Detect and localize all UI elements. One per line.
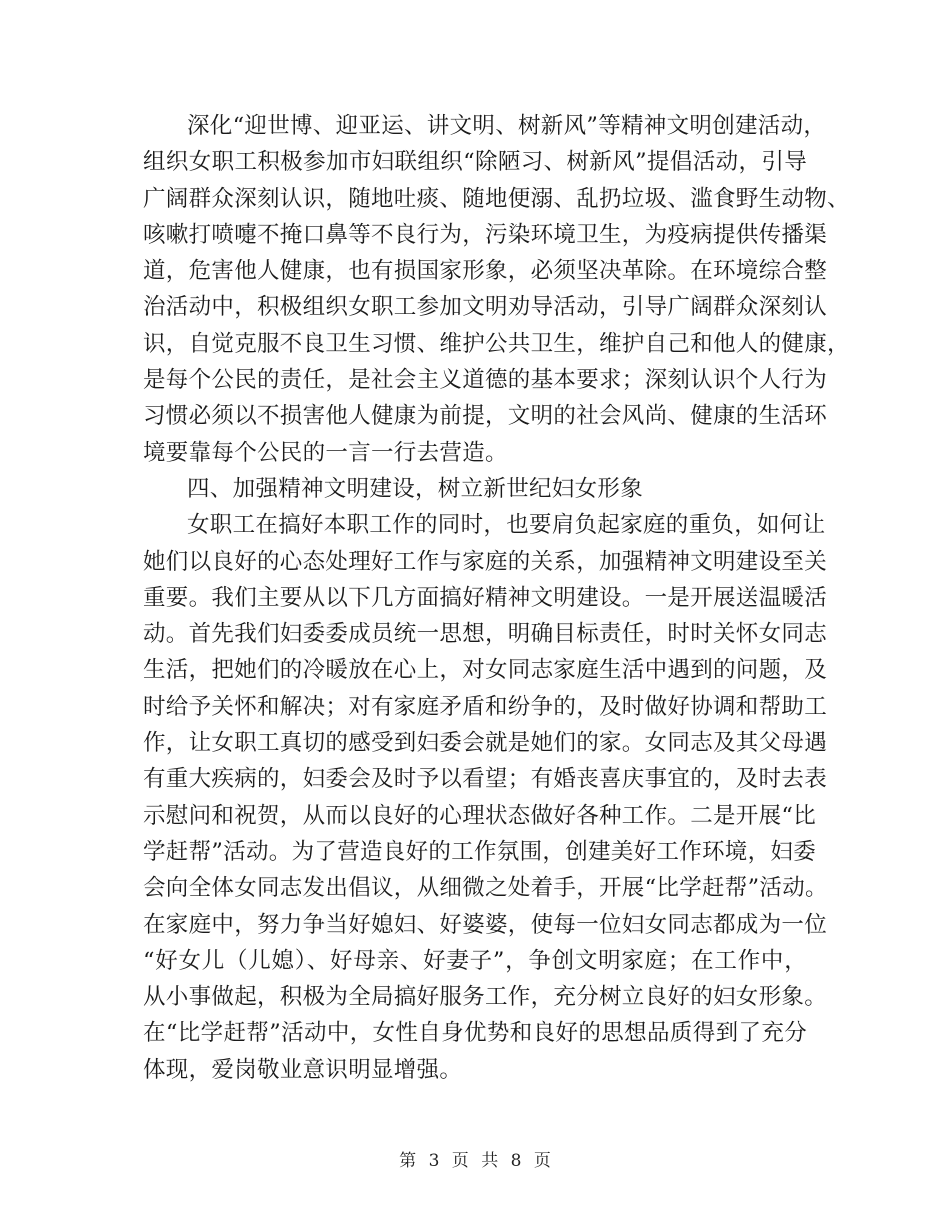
p2-line-14: 从小事做起，积极为全局搞好服务工作，充分树立良好的妇女形象。 (143, 984, 828, 1011)
p2-line-5: 生活，把她们的冷暖放在心上，对女同志家庭生活中遇到的问题，及 (143, 657, 828, 684)
p1-line-10: 境要靠每个公民的一言一行去营造。 (143, 439, 508, 466)
p1-line-1: 深化“迎世博、迎亚运、讲文明、树新风”等精神文明创建活动， (187, 113, 827, 139)
p2-line-11: 会向全体女同志发出倡议，从细微之处着手，开展“比学赶帮”活动。 (143, 875, 828, 902)
p2-line-8: 有重大疾病的，妇委会及时予以看望；有婚丧喜庆事宜的，及时去表 (143, 766, 828, 793)
p2-line-7: 作，让女职工真切的感受到妇委会就是她们的家。女同志及其父母遇 (143, 730, 828, 757)
p1-line-6: 治活动中，积极组织女职工参加文明劝导活动，引导广阔群众深刻认 (143, 294, 828, 321)
p2-line-10: 学赶帮”活动。为了营造良好的工作氛围，创建美好工作环境，妇委 (143, 838, 817, 865)
footer-page-word: 页 (451, 1151, 469, 1171)
p1-line-4: 咳嗽打喷嚏不掩口鼻等不良行为，污染环境卫生，为疫病提供传播渠 (143, 221, 828, 248)
p1-line-8: 是每个公民的责任，是社会主义道德的基本要求；深刻认识个人行为 (143, 367, 828, 394)
p2-line-12: 在家庭中，努力争当好媳妇、好婆婆，使每一位妇女同志都成为一位 (143, 911, 828, 938)
p2-line-13: “好女儿（儿媳）、好母亲、好妻子”，争创文明家庭；在工作中， (143, 947, 807, 974)
p2-line-15: 在“比学赶帮”活动中，女性自身优势和良好的思想品质得到了充分 (143, 1020, 807, 1047)
footer-current-page: 3 (428, 1151, 440, 1171)
page-footer (0, 1146, 950, 1171)
p2-line-16: 体现，爱岗敬业意识明显增强。 (143, 1056, 463, 1083)
p2-line-4: 动。首先我们妇委委成员统一思想，明确目标责任，时时关怀女同志 (143, 621, 828, 648)
section-heading-4: 四、加强精神文明建设，树立新世纪妇女形象 (187, 475, 644, 502)
p2-line-2: 她们以良好的心态处理好工作与家庭的关系，加强精神文明建设至关 (143, 548, 828, 575)
p1-line-9: 习惯必须以不损害他人健康为前提，文明的社会风尚、健康的生活环 (143, 403, 828, 430)
p2-line-1: 女职工在搞好本职工作的同时，也要肩负起家庭的重负，如何让 (187, 512, 826, 539)
footer-total-word: 共 (481, 1151, 499, 1171)
footer-suffix: 页 (533, 1151, 551, 1171)
p2-line-9: 示慰问和祝贺，从而以良好的心理状态做好各种工作。二是开展“比 (143, 802, 817, 829)
p1-line-3: 广阔群众深刻认识，随地吐痰、随地便溺、乱扔垃圾、滥食野生动物、 (143, 185, 850, 212)
p1-line-5: 道，危害他人健康，也有损国家形象，必须坚决革除。在环境综合整 (143, 258, 828, 285)
p1-line-7: 识，自觉克服不良卫生习惯、维护公共卫生，维护自己和他人的健康， (143, 330, 850, 357)
body-text (143, 108, 850, 1088)
footer-total-pages: 8 (510, 1151, 522, 1171)
footer-prefix: 第 (399, 1151, 417, 1171)
p2-line-3: 重要。我们主要从以下几方面搞好精神文明建设。一是开展送温暖活 (143, 584, 828, 611)
p2-line-6: 时给予关怀和解决；对有家庭矛盾和纷争的，及时做好协调和帮助工 (143, 693, 828, 720)
p1-line-2: 组织女职工积极参加市妇联组织“除陋习、树新风”提倡活动，引导 (143, 149, 807, 176)
